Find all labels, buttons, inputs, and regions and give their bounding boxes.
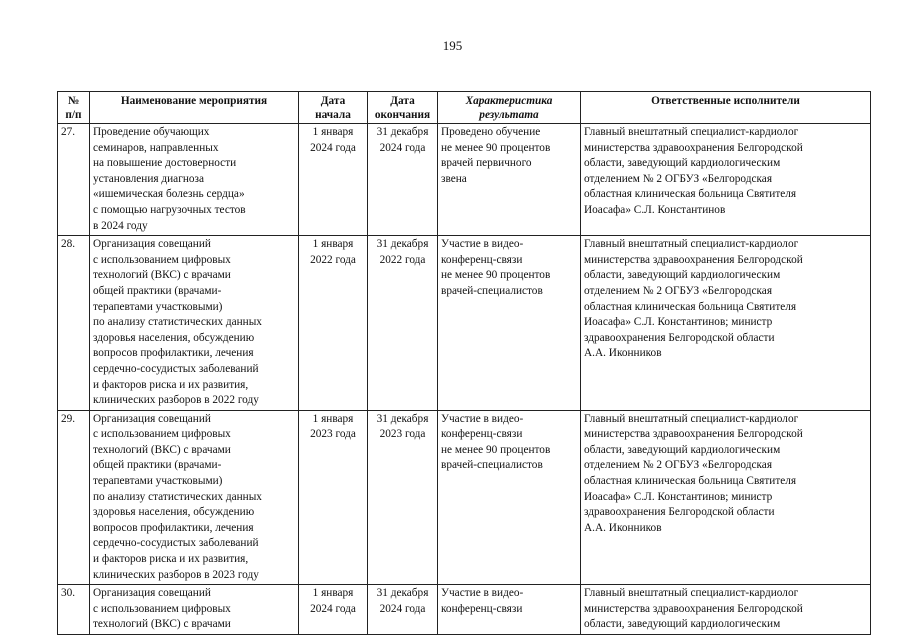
responsible-cell xyxy=(581,236,871,411)
cell-line: на повышение достоверности xyxy=(93,157,237,170)
cell-line: не менее 90 процентов xyxy=(441,141,551,154)
cell-line: области, заведующий кардиологическим xyxy=(584,269,781,282)
cell-line: 30. xyxy=(61,587,76,600)
cell-line: Иоасафа» С.Л. Константинов xyxy=(584,203,726,216)
cell-line: А.А. Иконников xyxy=(584,347,662,360)
cell-line: установления диагноза xyxy=(93,172,205,185)
cell-line: 31 декабря xyxy=(376,126,429,138)
event-name-cell xyxy=(90,124,299,236)
cell-line: общей практики (врачами- xyxy=(93,459,222,472)
cell-line: с помощью нагрузочных тестов xyxy=(93,203,246,216)
cell-line: врачей-специалистов xyxy=(441,459,543,472)
cell-line: 2022 года xyxy=(379,253,426,266)
cell-line: клинических разборов в 2023 году xyxy=(93,568,259,581)
cell-line: здоровья населения, обсуждению xyxy=(93,331,255,344)
cell-line: 2023 года xyxy=(379,428,426,441)
cell-line: в 2024 году xyxy=(93,219,148,232)
cell-line: конференц-связи xyxy=(441,428,523,441)
cell-line: Иоасафа» С.Л. Константинов; министр xyxy=(584,490,773,503)
cell-line: врачей первичного xyxy=(441,157,532,170)
result-cell xyxy=(438,410,581,585)
cell-line: 2023 года xyxy=(310,428,356,441)
page-number: 195 xyxy=(442,38,463,53)
cell-line: конференц-связи xyxy=(441,253,523,266)
cell-line: конференц-связи xyxy=(441,602,523,615)
cell-line: сердечно-сосудистых заболеваний xyxy=(93,537,259,550)
cell-line: отделением № 2 ОГБУЗ «Белгородская xyxy=(584,172,773,185)
cell-line: 1 января xyxy=(312,126,354,138)
header-end-date: Дата окончания xyxy=(368,92,438,124)
cell-line: Главный внештатный специалист-кардиолог xyxy=(584,126,799,138)
cell-line: врачей-специалистов xyxy=(441,284,543,297)
header-start-date: Дата начала xyxy=(299,92,368,124)
table-row xyxy=(58,410,871,585)
row-num-cell xyxy=(58,124,90,236)
cell-line: 2024 года xyxy=(379,602,426,615)
cell-line: и факторов риска и их развития, xyxy=(93,553,249,566)
cell-line: А.А. Иконников xyxy=(584,521,662,534)
cell-line: сердечно-сосудистых заболеваний xyxy=(93,362,259,375)
end-date-cell xyxy=(368,236,438,411)
cell-line: министерства здравоохранения Белгородской xyxy=(584,428,803,441)
table-row xyxy=(58,236,871,411)
cell-line: с использованием цифровых xyxy=(93,428,231,441)
cell-line: Иоасафа» С.Л. Константинов; министр xyxy=(584,316,773,329)
cell-line: 29. xyxy=(61,412,76,425)
cell-line: Главный внештатный специалист-кардиолог xyxy=(584,587,799,600)
cell-line: Участие в видео- xyxy=(441,587,524,600)
cell-line: «ишемическая болезнь сердца» xyxy=(93,188,245,201)
cell-line: областная клиническая больница Святителя xyxy=(584,188,797,201)
result-cell xyxy=(438,124,581,236)
cell-line: по анализу статистических данных xyxy=(93,490,262,503)
cell-line: Проведение обучающих xyxy=(93,126,210,138)
row-num-cell xyxy=(58,236,90,411)
cell-line: области, заведующий кардиологическим xyxy=(584,443,781,456)
row-num-cell xyxy=(58,585,90,635)
cell-line: 2024 года xyxy=(310,602,356,615)
cell-line: не менее 90 процентов xyxy=(441,269,551,282)
cell-line: не менее 90 процентов xyxy=(441,443,551,456)
cell-line: области, заведующий кардиологическим xyxy=(584,157,781,170)
cell-line: Главный внештатный специалист-кардиолог xyxy=(584,238,799,251)
event-name-cell xyxy=(90,410,299,585)
start-date-cell xyxy=(299,124,368,236)
cell-line: Проведено обучение xyxy=(441,126,541,138)
table-row xyxy=(58,585,871,635)
cell-line: отделением № 2 ОГБУЗ «Белгородская xyxy=(584,459,773,472)
start-date-cell xyxy=(299,236,368,411)
cell-line: вопросов профилактики, лечения xyxy=(93,521,254,534)
cell-line: технологий (ВКС) с врачами xyxy=(93,443,231,456)
cell-line: 31 декабря xyxy=(376,238,429,251)
cell-line: 2022 года xyxy=(310,253,356,266)
cell-line: и факторов риска и их развития, xyxy=(93,378,249,391)
end-date-cell xyxy=(368,585,438,635)
responsible-cell xyxy=(581,585,871,635)
header-event-name: Наименование мероприятия xyxy=(90,92,299,124)
cell-line: 2024 года xyxy=(310,141,356,154)
events-table xyxy=(57,91,871,635)
cell-line: клинических разборов в 2022 году xyxy=(93,394,259,407)
cell-line: области, заведующий кардиологическим xyxy=(584,618,781,631)
cell-line: здоровья населения, обсуждению xyxy=(93,506,255,519)
start-date-cell xyxy=(299,585,368,635)
cell-line: с использованием цифровых xyxy=(93,253,231,266)
header-responsible: Ответственные исполнители xyxy=(581,92,871,124)
cell-line: технологий (ВКС) с врачами xyxy=(93,269,231,282)
cell-line: министерства здравоохранения Белгородской xyxy=(584,602,803,615)
table-header-row xyxy=(58,92,871,124)
cell-line: министерства здравоохранения Белгородской xyxy=(584,253,803,266)
event-name-cell xyxy=(90,236,299,411)
cell-line: вопросов профилактики, лечения xyxy=(93,347,254,360)
cell-line: Участие в видео- xyxy=(441,238,524,251)
cell-line: здравоохранения Белгородской области xyxy=(584,331,775,344)
end-date-cell xyxy=(368,410,438,585)
responsible-cell xyxy=(581,410,871,585)
cell-line: 31 декабря xyxy=(376,587,429,600)
cell-line: Организация совещаний xyxy=(93,238,211,251)
cell-line: 1 января xyxy=(312,238,354,251)
header-result: Характеристика результата xyxy=(438,92,581,124)
responsible-cell xyxy=(581,124,871,236)
cell-line: по анализу статистических данных xyxy=(93,316,262,329)
cell-line: 1 января xyxy=(312,587,354,600)
event-name-cell xyxy=(90,585,299,635)
cell-line: Организация совещаний xyxy=(93,587,211,600)
cell-line: 28. xyxy=(61,238,76,251)
start-date-cell xyxy=(299,410,368,585)
cell-line: звена xyxy=(441,172,467,185)
cell-line: общей практики (врачами- xyxy=(93,284,222,297)
result-cell xyxy=(438,585,581,635)
cell-line: Участие в видео- xyxy=(441,412,524,425)
result-cell xyxy=(438,236,581,411)
cell-line: 2024 года xyxy=(379,141,426,154)
cell-line: технологий (ВКС) с врачами xyxy=(93,618,231,631)
cell-line: 1 января xyxy=(312,412,354,425)
cell-line: областная клиническая больница Святителя xyxy=(584,300,797,313)
cell-line: 31 декабря xyxy=(376,412,429,425)
row-num-cell xyxy=(58,410,90,585)
table-row xyxy=(58,124,871,236)
cell-line: Организация совещаний xyxy=(93,412,211,425)
cell-line: 27. xyxy=(61,126,76,138)
header-num: № п/п xyxy=(58,92,90,124)
cell-line: с использованием цифровых xyxy=(93,602,231,615)
cell-line: областная клиническая больница Святителя xyxy=(584,475,797,488)
cell-line: терапевтами участковыми) xyxy=(93,300,223,313)
cell-line: терапевтами участковыми) xyxy=(93,475,223,488)
cell-line: отделением № 2 ОГБУЗ «Белгородская xyxy=(584,284,773,297)
cell-line: Главный внештатный специалист-кардиолог xyxy=(584,412,799,425)
end-date-cell xyxy=(368,124,438,236)
cell-line: здравоохранения Белгородской области xyxy=(584,506,775,519)
cell-line: семинаров, направленных xyxy=(93,141,219,154)
cell-line: министерства здравоохранения Белгородской xyxy=(584,141,803,154)
